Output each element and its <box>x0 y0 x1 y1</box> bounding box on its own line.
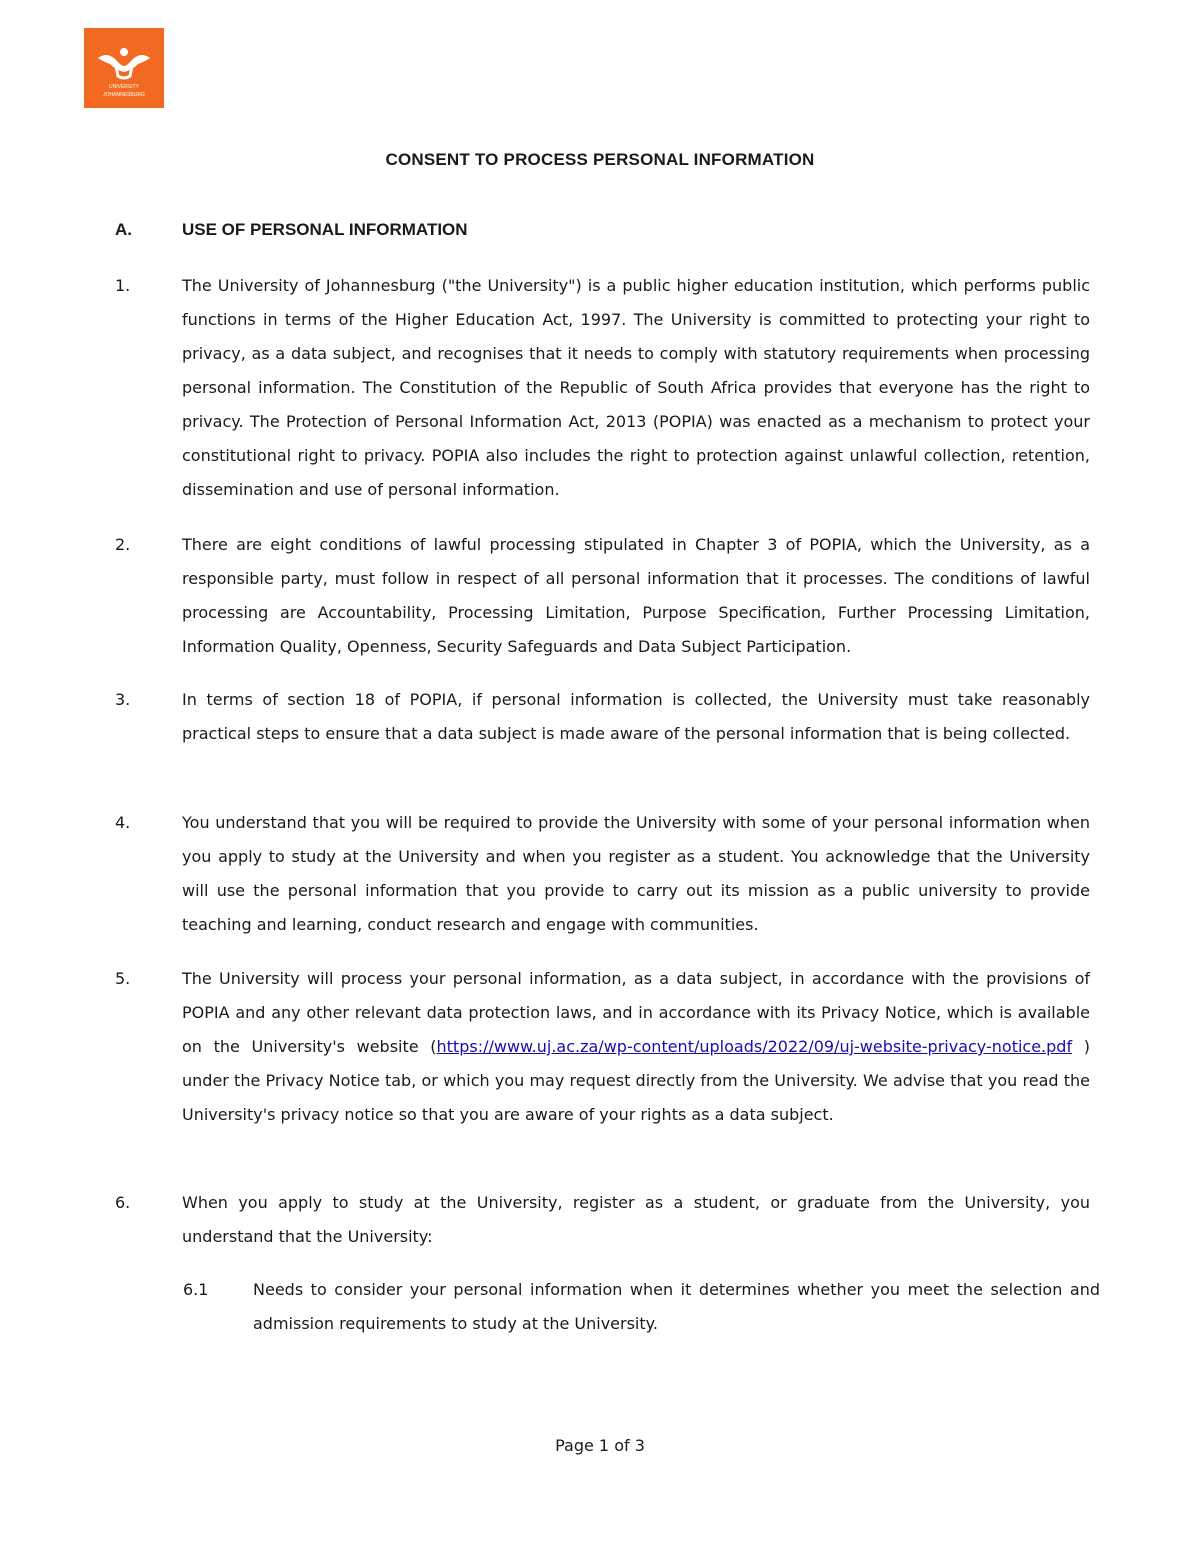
logo-text-top: UNIVERSITY <box>108 84 140 90</box>
paragraph-1 <box>115 269 1090 507</box>
section-number: A. <box>115 220 132 239</box>
paragraph-text-after: ) under the Privacy Notice tab, or which you may request directly from the University. We advise that you read the University's privacy notice so that you are aware of your rights as a data subject. <box>182 1037 1090 1124</box>
subparagraph-text: Needs to consider your personal information when it determines whether you meet the selection and admission requirements to study at the University. <box>253 1280 1100 1333</box>
paragraph-text <box>182 962 1090 1132</box>
paragraph-number: 4. <box>115 813 131 832</box>
paragraph-number: 3. <box>115 690 131 709</box>
section-title: USE OF PERSONAL INFORMATION <box>182 220 468 239</box>
logo-text-bottom: JOHANNESBURG <box>103 92 145 98</box>
paragraph-text-before: The University will process your personal information, as a data subject, in accordance with the provisions of POPIA and any other relevant data protection laws, and in accordance with its Privacy Notice, which is available on the University's website ( <box>182 969 1090 1056</box>
paragraph-text: The University of Johannesburg ("the University") is a public higher education institution, which performs public functions in terms of the Higher Education Act, 1997. The University is committed to protecting your right to privacy, as a data subject, and recognises that it needs to comply with statutory requirements when processing personal information. The Constitution of the Republic of South Africa provides that everyone has the right to privacy. The Protection of Personal Information Act, 2013 (POPIA) was enacted as a mechanism to protect your constitutional right to privacy. POPIA also includes the right to protection against unlawful collection, retention, dissemination and use of personal information. <box>182 276 1090 499</box>
paragraph-text: In terms of section 18 of POPIA, if personal information is collected, the University must take reasonably practical steps to ensure that a data subject is made aware of the personal information that is being collected. <box>182 690 1090 743</box>
privacy-notice-link[interactable]: https://www.uj.ac.za/wp-content/uploads/2022/09/uj-website-privacy-notice.pdf <box>436 1037 1073 1056</box>
subparagraph-6-1 <box>183 1273 1100 1341</box>
paragraph-text: There are eight conditions of lawful processing stipulated in Chapter 3 of POPIA, which the University, as a responsible party, must follow in respect of all personal information that it processes. The conditions of lawful processing are Accountability, Processing Limitation, Purpose Specification, Further Processing Limitation, Information Quality, Openness, Security Safeguards and Data Subject Participation. <box>182 535 1090 656</box>
university-crest-icon <box>84 28 164 108</box>
document-title: CONSENT TO PROCESS PERSONAL INFORMATION <box>385 150 815 169</box>
subparagraph-number: 6.1 <box>183 1280 209 1299</box>
paragraph-5 <box>115 962 1090 1132</box>
paragraph-number: 2. <box>115 535 131 554</box>
paragraph-6 <box>115 1186 1090 1254</box>
paragraph-number: 5. <box>115 969 131 988</box>
paragraph-number: 6. <box>115 1193 131 1212</box>
paragraph-number: 1. <box>115 276 131 295</box>
paragraph-text: You understand that you will be required to provide the University with some of your personal information when you apply to study at the University and when you register as a student. You acknowledge that the University will use the personal information that you provide to carry out its mission as a public university to provide teaching and learning, conduct research and engage with communities. <box>182 813 1090 934</box>
paragraph-2 <box>115 528 1090 664</box>
university-logo <box>84 28 164 108</box>
page-number: Page 1 of 3 <box>555 1436 645 1455</box>
paragraph-3 <box>115 683 1090 751</box>
paragraph-4 <box>115 806 1090 942</box>
paragraph-text: When you apply to study at the University, register as a student, or graduate from the University, you understand that the University: <box>182 1193 1090 1246</box>
